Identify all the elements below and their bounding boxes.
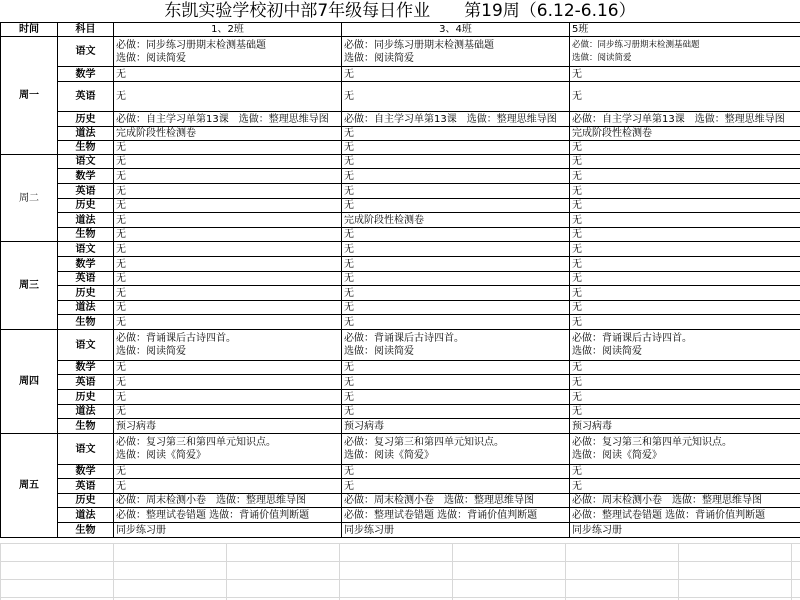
header-class-3-4: 3、4班 — [342, 23, 570, 37]
homework-cell-class-1-2 — [114, 508, 342, 523]
homework-cell-class-5 — [570, 272, 800, 286]
subject-label: 英语 — [58, 272, 114, 286]
subject-label: 历史 — [58, 199, 114, 213]
homework-line: 无 — [572, 466, 582, 477]
homework-line: 必做：整理试卷错题 选做：背诵价值判断题 — [344, 509, 538, 521]
homework-line: 无 — [572, 362, 582, 373]
homework-cell-class-5 — [570, 242, 800, 257]
homework-line: 无 — [116, 362, 126, 373]
homework-line: 无 — [344, 170, 354, 182]
homework-line: 预习病毒 — [116, 420, 156, 432]
subject-label: 道法 — [58, 213, 114, 228]
subject-label: 历史 — [58, 286, 114, 301]
homework-line: 无 — [344, 258, 354, 270]
homework-cell-class-1-2 — [114, 37, 342, 67]
homework-line: 必做：周末检测小卷 选做：整理思维导图 — [572, 495, 762, 506]
homework-line: 无 — [116, 68, 126, 80]
subject-label: 道法 — [58, 508, 114, 523]
homework-cell-class-3-4 — [342, 405, 570, 419]
homework-cell-class-1-2 — [114, 169, 342, 184]
homework-cell-class-5 — [570, 184, 800, 199]
homework-cell-class-5 — [570, 301, 800, 315]
table-row — [1, 169, 800, 184]
homework-cell-class-3-4 — [342, 494, 570, 508]
homework-line: 无 — [572, 376, 582, 388]
homework-line: 必做：背诵课后古诗四首。 — [116, 333, 236, 344]
homework-line: 无 — [116, 91, 126, 102]
homework-cell-class-1-2 — [114, 184, 342, 199]
homework-line: 无 — [344, 229, 354, 240]
header-subject: 科目 — [58, 23, 114, 37]
homework-line: 选做：阅读《简爱》 — [572, 450, 662, 461]
subject-label: 生物 — [58, 419, 114, 434]
homework-line: 无 — [344, 185, 354, 197]
header-row — [1, 23, 800, 37]
subject-label: 数学 — [58, 169, 114, 184]
homework-line: 无 — [344, 406, 354, 417]
homework-cell-class-3-4 — [342, 508, 570, 523]
table-row — [1, 330, 800, 361]
homework-line: 无 — [116, 466, 126, 477]
table-row — [1, 213, 800, 228]
homework-line: 无 — [116, 243, 126, 255]
homework-line: 必做：复习第三和第四单元知识点。 — [344, 437, 504, 448]
homework-cell-class-1-2 — [114, 523, 342, 538]
homework-cell-class-1-2 — [114, 361, 342, 375]
table-row — [1, 479, 800, 494]
homework-line: 必做：复习第三和第四单元知识点。 — [116, 437, 276, 448]
homework-cell-class-1-2 — [114, 390, 342, 405]
subject-label: 语文 — [58, 155, 114, 169]
table-row — [1, 257, 800, 272]
homework-line: 无 — [344, 466, 354, 477]
homework-cell-class-5 — [570, 390, 800, 405]
homework-cell-class-3-4 — [342, 82, 570, 112]
homework-cell-class-5 — [570, 523, 800, 538]
table-row — [1, 228, 800, 242]
homework-line: 完成阶段性检测卷 — [116, 128, 196, 139]
homework-cell-class-1-2 — [114, 315, 342, 330]
subject-label: 历史 — [58, 390, 114, 405]
homework-cell-class-3-4 — [342, 361, 570, 375]
homework-cell-class-1-2 — [114, 112, 342, 127]
homework-line: 必做：同步练习册期末检测基础题 — [344, 39, 494, 51]
homework-table — [0, 22, 800, 538]
homework-line: 无 — [344, 480, 354, 492]
homework-line: 无 — [344, 316, 354, 328]
subject-label: 数学 — [58, 257, 114, 272]
homework-cell-class-3-4 — [342, 315, 570, 330]
homework-line: 预习病毒 — [344, 420, 384, 432]
homework-cell-class-1-2 — [114, 434, 342, 465]
homework-cell-class-3-4 — [342, 330, 570, 361]
homework-cell-class-1-2 — [114, 405, 342, 419]
homework-line: 无 — [572, 156, 582, 167]
homework-cell-class-5 — [570, 213, 800, 228]
homework-line: 无 — [116, 287, 126, 299]
homework-cell-class-1-2 — [114, 213, 342, 228]
homework-line: 无 — [344, 376, 354, 388]
homework-line: 无 — [116, 406, 126, 417]
header-time: 时间 — [1, 23, 58, 37]
subject-label: 生物 — [58, 228, 114, 242]
homework-cell-class-5 — [570, 375, 800, 390]
table-row — [1, 361, 800, 375]
homework-cell-class-1-2 — [114, 479, 342, 494]
homework-line: 无 — [572, 214, 582, 226]
table-row — [1, 155, 800, 169]
homework-cell-class-5 — [570, 199, 800, 213]
homework-line: 选做：阅读简爱 — [116, 346, 186, 357]
day-label: 周一 — [1, 37, 58, 155]
homework-cell-class-3-4 — [342, 155, 570, 169]
homework-cell-class-5 — [570, 127, 800, 141]
homework-cell-class-1-2 — [114, 82, 342, 112]
homework-cell-class-5 — [570, 228, 800, 242]
homework-line: 选做：阅读简爱 — [572, 52, 632, 63]
homework-cell-class-5 — [570, 141, 800, 155]
homework-line: 无 — [344, 156, 354, 167]
subject-label: 英语 — [58, 479, 114, 494]
homework-cell-class-1-2 — [114, 228, 342, 242]
table-row — [1, 390, 800, 405]
subject-label: 英语 — [58, 184, 114, 199]
homework-cell-class-3-4 — [342, 67, 570, 82]
subject-label: 英语 — [58, 375, 114, 390]
homework-cell-class-3-4 — [342, 465, 570, 479]
header-class-1-2: 1、2班 — [114, 23, 342, 37]
header-class-5: 5班 — [570, 23, 800, 37]
homework-cell-class-5 — [570, 155, 800, 169]
homework-line: 必做：整理试卷错题 选做：背诵价值判断题 — [572, 509, 766, 521]
homework-line: 完成阶段性检测卷 — [572, 128, 652, 139]
homework-cell-class-3-4 — [342, 434, 570, 465]
homework-line: 必做：自主学习单第13课 选做：整理思维导图 — [344, 113, 557, 125]
homework-cell-class-3-4 — [342, 419, 570, 434]
homework-line: 同步练习册 — [572, 524, 622, 536]
homework-line: 必做：同步练习册期末检测基础题 — [116, 39, 266, 51]
homework-line: 无 — [344, 68, 354, 80]
homework-line: 无 — [572, 273, 582, 284]
subject-label: 语文 — [58, 37, 114, 67]
subject-label: 历史 — [58, 112, 114, 127]
homework-cell-class-1-2 — [114, 155, 342, 169]
homework-line: 无 — [572, 302, 582, 313]
homework-line: 无 — [116, 316, 126, 328]
homework-line: 必做：自主学习单第13课 选做：整理思维导图 — [572, 113, 785, 125]
homework-line: 无 — [116, 480, 126, 492]
homework-line: 无 — [572, 316, 582, 328]
homework-line: 选做：阅读简爱 — [572, 346, 642, 357]
homework-cell-class-3-4 — [342, 242, 570, 257]
homework-cell-class-3-4 — [342, 184, 570, 199]
homework-line: 选做：阅读简爱 — [344, 52, 414, 64]
homework-cell-class-1-2 — [114, 330, 342, 361]
day-label: 周五 — [1, 434, 58, 538]
table-row — [1, 286, 800, 301]
homework-cell-class-3-4 — [342, 37, 570, 67]
homework-line: 无 — [344, 287, 354, 299]
homework-cell-class-5 — [570, 465, 800, 479]
homework-line: 预习病毒 — [572, 420, 612, 432]
homework-cell-class-3-4 — [342, 213, 570, 228]
subject-label: 道法 — [58, 405, 114, 419]
homework-line: 无 — [344, 273, 354, 284]
table-row — [1, 434, 800, 465]
table-row — [1, 141, 800, 155]
table-row — [1, 184, 800, 199]
homework-line: 选做：阅读简爱 — [116, 52, 186, 64]
homework-line: 同步练习册 — [116, 524, 166, 536]
subject-label: 语文 — [58, 242, 114, 257]
homework-line: 选做：阅读简爱 — [344, 346, 414, 357]
homework-cell-class-5 — [570, 257, 800, 272]
homework-line: 必做：背诵课后古诗四首。 — [572, 333, 692, 344]
homework-line: 无 — [116, 156, 126, 167]
homework-line: 无 — [344, 142, 354, 153]
homework-line: 无 — [572, 91, 582, 102]
homework-line: 无 — [572, 200, 582, 211]
homework-cell-class-1-2 — [114, 419, 342, 434]
day-label: 周三 — [1, 242, 58, 330]
homework-line: 无 — [116, 229, 126, 240]
homework-cell-class-5 — [570, 494, 800, 508]
homework-line: 同步练习册 — [344, 524, 394, 536]
homework-cell-class-1-2 — [114, 286, 342, 301]
subject-label: 历史 — [58, 494, 114, 508]
homework-cell-class-5 — [570, 434, 800, 465]
homework-cell-class-3-4 — [342, 228, 570, 242]
homework-line: 无 — [572, 258, 582, 270]
homework-cell-class-1-2 — [114, 272, 342, 286]
homework-line: 必做：周末检测小卷 选做：整理思维导图 — [116, 495, 306, 506]
homework-line: 完成阶段性检测卷 — [344, 214, 424, 226]
table-row — [1, 375, 800, 390]
table-row — [1, 494, 800, 508]
table-row — [1, 82, 800, 112]
homework-line: 无 — [116, 391, 126, 403]
homework-cell-class-5 — [570, 286, 800, 301]
homework-line: 选做：阅读《简爱》 — [344, 450, 434, 461]
subject-label: 数学 — [58, 465, 114, 479]
subject-label: 英语 — [58, 82, 114, 112]
homework-line: 无 — [344, 128, 354, 139]
subject-label: 生物 — [58, 141, 114, 155]
table-row — [1, 315, 800, 330]
homework-cell-class-3-4 — [342, 272, 570, 286]
homework-line: 必做：整理试卷错题 选做：背诵价值判断题 — [116, 509, 310, 521]
homework-line: 无 — [572, 480, 582, 492]
homework-cell-class-3-4 — [342, 479, 570, 494]
homework-cell-class-5 — [570, 479, 800, 494]
subject-label: 语文 — [58, 434, 114, 465]
homework-cell-class-3-4 — [342, 301, 570, 315]
homework-cell-class-1-2 — [114, 199, 342, 213]
homework-line: 无 — [572, 243, 582, 255]
table-row — [1, 405, 800, 419]
homework-cell-class-3-4 — [342, 286, 570, 301]
homework-cell-class-3-4 — [342, 169, 570, 184]
homework-cell-class-5 — [570, 315, 800, 330]
homework-line: 无 — [116, 200, 126, 211]
homework-cell-class-5 — [570, 169, 800, 184]
homework-line: 必做：背诵课后古诗四首。 — [344, 333, 464, 344]
homework-cell-class-1-2 — [114, 301, 342, 315]
subject-label: 道法 — [58, 127, 114, 141]
homework-cell-class-1-2 — [114, 465, 342, 479]
homework-line: 无 — [572, 391, 582, 403]
day-label: 周四 — [1, 330, 58, 434]
homework-cell-class-1-2 — [114, 375, 342, 390]
homework-line: 无 — [344, 243, 354, 255]
homework-line: 必做：复习第三和第四单元知识点。 — [572, 437, 732, 448]
day-label: 周二 — [1, 155, 58, 242]
homework-line: 无 — [116, 258, 126, 270]
table-row — [1, 199, 800, 213]
homework-cell-class-5 — [570, 330, 800, 361]
homework-cell-class-5 — [570, 37, 800, 67]
homework-line: 无 — [344, 91, 354, 102]
homework-cell-class-1-2 — [114, 141, 342, 155]
homework-line: 无 — [116, 170, 126, 182]
homework-line: 无 — [344, 362, 354, 373]
table-row — [1, 523, 800, 538]
subject-label: 道法 — [58, 301, 114, 315]
homework-line: 无 — [344, 302, 354, 313]
table-row — [1, 67, 800, 82]
homework-line: 无 — [572, 170, 582, 182]
homework-cell-class-3-4 — [342, 199, 570, 213]
homework-line: 无 — [344, 391, 354, 403]
homework-cell-class-5 — [570, 112, 800, 127]
homework-cell-class-3-4 — [342, 390, 570, 405]
subject-label: 数学 — [58, 361, 114, 375]
homework-cell-class-5 — [570, 82, 800, 112]
homework-line: 无 — [116, 376, 126, 388]
table-row — [1, 37, 800, 67]
homework-cell-class-3-4 — [342, 141, 570, 155]
table-row — [1, 127, 800, 141]
homework-line: 无 — [116, 185, 126, 197]
homework-line: 无 — [116, 142, 126, 153]
homework-cell-class-1-2 — [114, 67, 342, 82]
homework-line: 无 — [572, 142, 582, 153]
homework-line: 无 — [116, 302, 126, 313]
table-row — [1, 419, 800, 434]
homework-cell-class-5 — [570, 361, 800, 375]
homework-cell-class-3-4 — [342, 523, 570, 538]
homework-cell-class-5 — [570, 405, 800, 419]
homework-cell-class-1-2 — [114, 127, 342, 141]
homework-line: 无 — [572, 68, 582, 80]
homework-cell-class-3-4 — [342, 112, 570, 127]
homework-line: 必做：自主学习单第13课 选做：整理思维导图 — [116, 113, 329, 125]
subject-label: 生物 — [58, 315, 114, 330]
homework-cell-class-5 — [570, 419, 800, 434]
subject-label: 数学 — [58, 67, 114, 82]
homework-line: 必做：同步练习册期末检测基础题 — [572, 39, 700, 50]
page-title: 东凯实验学校初中部7年级每日作业 第19周（6.12-6.16） — [164, 1, 636, 21]
table-row — [1, 465, 800, 479]
homework-cell-class-1-2 — [114, 242, 342, 257]
homework-cell-class-5 — [570, 508, 800, 523]
homework-cell-class-5 — [570, 67, 800, 82]
table-row — [1, 112, 800, 127]
homework-line: 必做：周末检测小卷 选做：整理思维导图 — [344, 495, 534, 506]
table-row — [1, 301, 800, 315]
empty-sheet-grid — [0, 543, 800, 600]
subject-label: 生物 — [58, 523, 114, 538]
table-row — [1, 272, 800, 286]
homework-cell-class-3-4 — [342, 257, 570, 272]
homework-cell-class-3-4 — [342, 375, 570, 390]
homework-line: 无 — [344, 200, 354, 211]
homework-line: 无 — [572, 406, 582, 417]
homework-cell-class-1-2 — [114, 494, 342, 508]
homework-line: 选做：阅读《简爱》 — [116, 450, 206, 461]
homework-cell-class-1-2 — [114, 257, 342, 272]
homework-line: 无 — [572, 229, 582, 240]
homework-line: 无 — [116, 214, 126, 226]
homework-line: 无 — [116, 273, 126, 284]
table-row — [1, 242, 800, 257]
homework-line: 无 — [572, 185, 582, 197]
subject-label: 语文 — [58, 330, 114, 361]
homework-line: 无 — [572, 287, 582, 299]
table-row — [1, 508, 800, 523]
homework-cell-class-3-4 — [342, 127, 570, 141]
